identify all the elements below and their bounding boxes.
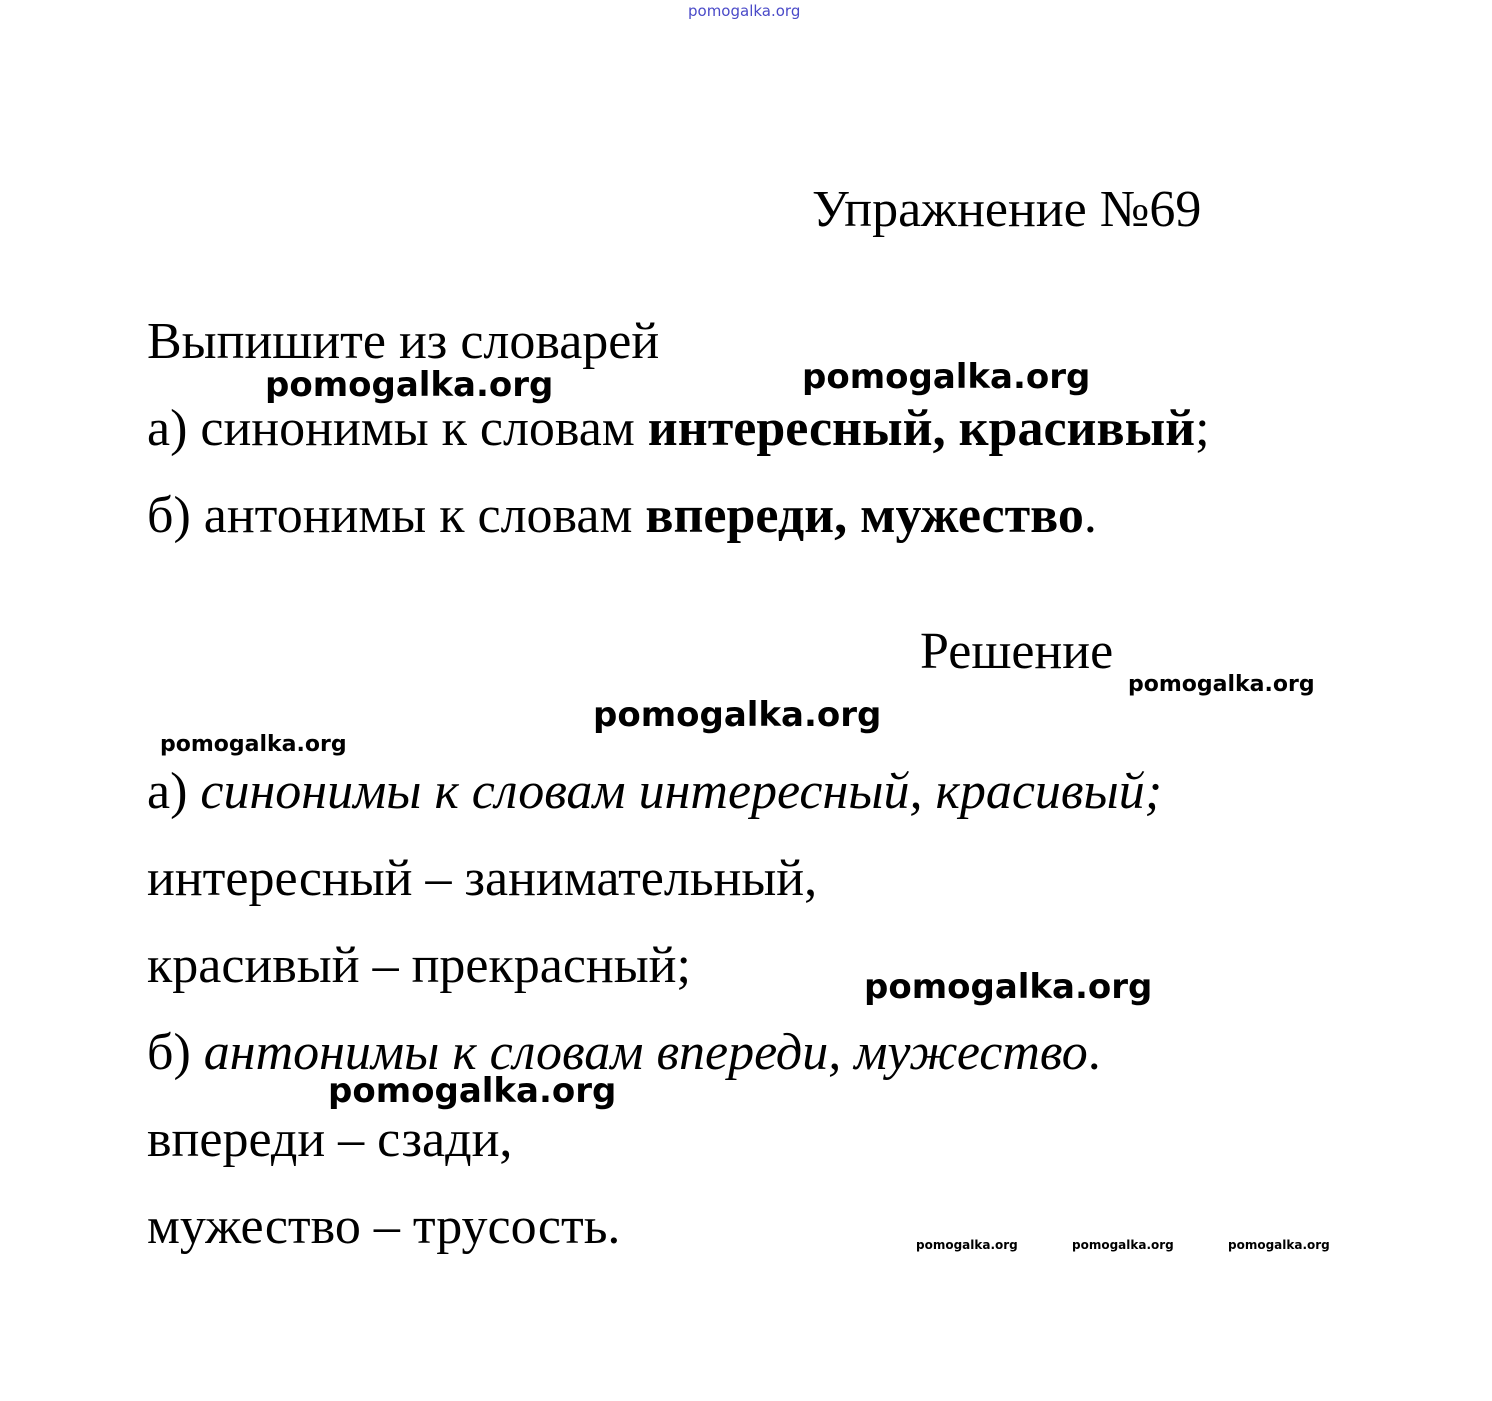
solution-b-line1: впереди – сзади, (147, 1111, 513, 1168)
solution-a-label: а) (147, 763, 201, 820)
watermark: pomogalka.org (802, 357, 1091, 397)
watermark: pomogalka.org (1072, 1238, 1174, 1252)
solution-b-dot: . (1087, 1024, 1101, 1081)
watermark: pomogalka.org (916, 1238, 1018, 1252)
solution-heading: Решение (920, 623, 1114, 680)
task-b-suffix: . (1083, 487, 1097, 544)
watermark: pomogalka.org (593, 695, 882, 735)
solution-b-label: б) (147, 1024, 204, 1081)
solution-a-line1: интересный – занимательный, (147, 850, 818, 907)
solution-a (147, 763, 1163, 820)
task-b-words: впереди, мужество (645, 487, 1084, 544)
solution-b-line2: мужество – трусость. (147, 1198, 621, 1255)
watermark: pomogalka.org (1128, 672, 1315, 697)
watermark: pomogalka.org (160, 732, 347, 757)
watermark: pomogalka.org (1228, 1238, 1330, 1252)
solution-b (147, 1024, 1101, 1081)
task-a-suffix: ; (1195, 400, 1210, 457)
task-b (147, 487, 1097, 544)
task-a-words: интересный, красивый (647, 400, 1196, 457)
exercise-title: Упражнение №69 (812, 181, 1202, 238)
watermark: pomogalka.org (265, 365, 554, 405)
watermark: pomogalka.org (328, 1071, 617, 1111)
task-a (147, 400, 1210, 457)
solution-a-text: синонимы к словам интересный, красивый; (200, 763, 1163, 820)
solution-a-line2: красивый – прекрасный; (147, 937, 691, 994)
task-a-prefix: а) синонимы к словам (147, 400, 648, 457)
watermark-top: pomogalka.org (688, 2, 801, 20)
watermark: pomogalka.org (864, 967, 1153, 1007)
task-b-prefix: б) антонимы к словам (147, 487, 646, 544)
solution-b-text: антонимы к словам впереди, мужество (203, 1024, 1088, 1081)
exercise-intro: Выпишите из словарей (147, 313, 660, 370)
